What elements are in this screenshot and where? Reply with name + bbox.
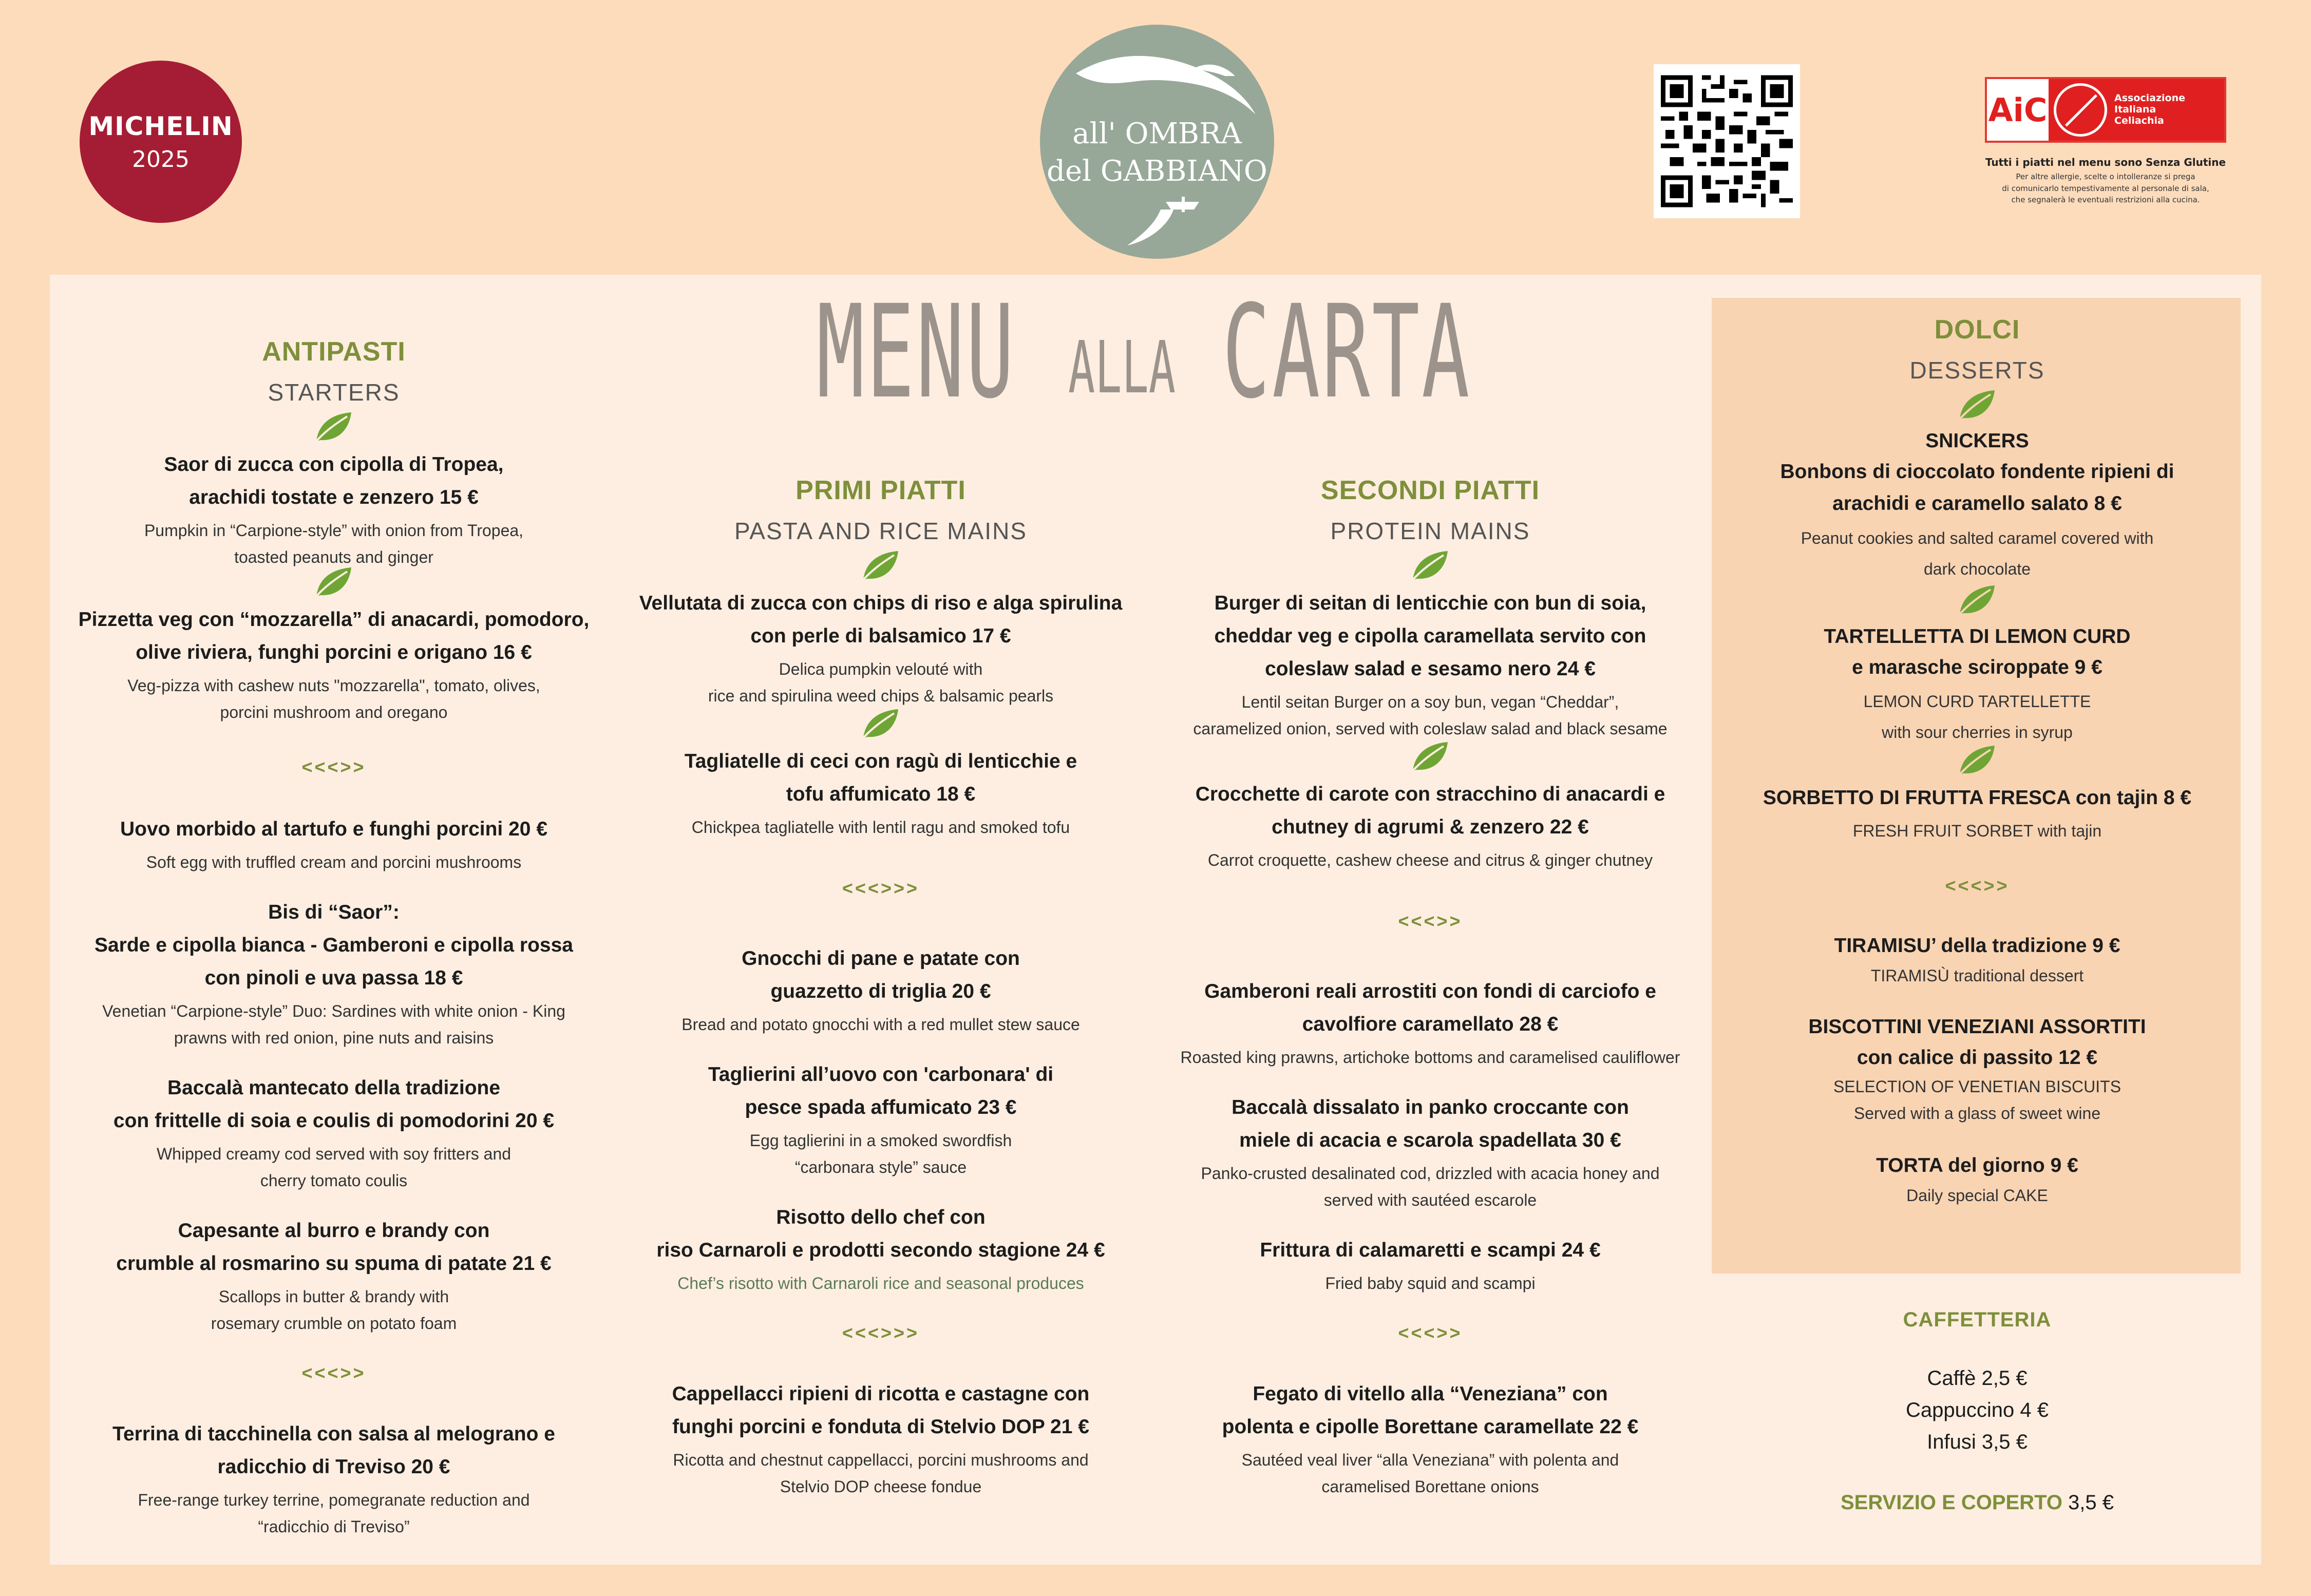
dish-description-line: LEMON CURD TARTELLETTE [1863,692,2091,711]
dish-name-line: chutney di agrumi & zenzero 22 € [1272,816,1589,838]
dish-description-line: Stelvio DOP cheese fondue [780,1477,982,1496]
aic-org-line-2: Italiana [2114,104,2156,116]
dish-name-line: Sarde e cipolla bianca - Gamberoni e cipolla rossa [94,934,573,956]
dish-biscottini [1715,1012,2239,1127]
qr-code-icon[interactable] [1654,64,1800,218]
dish-tagliatelle-ceci [616,745,1145,841]
dish-name-line: Gamberoni reali arrostiti con fondi di carciofo e [1204,980,1656,1002]
gluten-free-note: Tutti i piatti nel menu sono Senza Glutine [1985,156,2226,168]
dish-description-line: caramelised Borettane onions [1321,1477,1539,1496]
logo-line-1: all' OMBRA [1072,117,1242,150]
caffetteria-title: CAFFETTERIA [1903,1308,2052,1331]
section-separator: <<<>> [301,1362,366,1383]
service-charge-label: SERVIZIO E COPERTO [1840,1491,2062,1514]
dish-name-line: con pinoli e uva passa 18 € [204,967,463,989]
dish-name-line: Pizzetta veg con “mozzarella” di anacardi, pomodoro, [78,609,590,631]
dish-bis-saor [56,896,611,1051]
dish-name-line: cavolfiore caramellato 28 € [1302,1013,1559,1035]
dish-name-line: Gnocchi di pane e patate con [742,947,1020,970]
primi-title: PRIMI PIATTI [795,476,966,505]
dish-burger-seitan [1156,587,1705,742]
dish-capesante [56,1214,611,1337]
qr-code-graphic [1661,71,1793,211]
title-word-alla: ALLA [1068,326,1176,410]
dish-name-line: miele di acacia e scarola spadellata 30 € [1239,1129,1621,1151]
dish-name-line: Taglierini all’uovo con 'carbonara' di [708,1063,1054,1086]
section-separator: <<<>> [1398,910,1463,932]
dish-name-line: Risotto dello chef con [776,1206,986,1228]
dish-description-line: Whipped creamy cod served with soy fritters and [156,1145,512,1163]
dish-description-line: dark chocolate [1923,560,2031,578]
dish-name-line: TIRAMISU’ della tradizione 9 € [1834,935,2120,957]
service-charge-price: 3,5 € [2062,1491,2114,1514]
dish-tiramisu [1715,929,2239,989]
primi-subtitle: PASTA AND RICE MAINS [734,518,1027,544]
dish-name-line: Fegato di vitello alla “Veneziana” con [1253,1383,1608,1405]
caffetteria-list [1715,1362,2239,1458]
dish-description-line: TIRAMISÙ traditional dessert [1870,966,2084,985]
michelin-title: MICHELIN [88,111,233,141]
dish-description-line: cherry tomato coulis [260,1171,408,1190]
section-separator: <<<>> [1945,875,2010,896]
dolci-subtitle: DESSERTS [1909,357,2045,384]
allergy-note-line-1: Per altre allergie, scelte o intolleranze si prega [2016,172,2195,181]
dish-name-line: BISCOTTINI VENEZIANI ASSORTITI [1808,1016,2146,1038]
dish-name-line: crumble al rosmarino su spuma di patate 21 € [116,1252,552,1275]
dish-name-line: con frittelle di soia e coulis di pomodorini 20 € [113,1110,555,1132]
dish-uovo-morbido [56,813,611,876]
caffetteria-item: Cappuccino 4 € [1906,1399,2049,1421]
dish-description-line: rice and spirulina weed chips & balsamic pearls [708,687,1054,705]
dish-name-line: arachidi e caramello salato 8 € [1832,492,2122,515]
leaf-icon [860,707,901,741]
secondi-subtitle: PROTEIN MAINS [1330,518,1530,544]
leaf-icon [1410,549,1451,583]
dish-taglierini-carbonara [616,1058,1145,1181]
dish-name-line: coleslaw salad e sesamo nero 24 € [1265,658,1596,680]
aic-org-line-1: Associazione [2114,92,2186,104]
dish-description-line: Pumpkin in “Carpione-style” with onion from Tropea, [144,521,524,540]
dish-snickers [1715,426,2239,584]
dish-name-line: pesce spada affumicato 23 € [745,1096,1017,1118]
dish-description-line: Egg taglierini in a smoked swordfish [749,1131,1012,1150]
dish-name-line: tofu affumicato 18 € [786,783,976,805]
title-word-menu: MENU [817,277,1016,427]
service-charge [1715,1487,2239,1518]
caffetteria-item: Caffè 2,5 € [1927,1367,2028,1390]
dish-description-line: Carrot croquette, cashew cheese and citrus & ginger chutney [1207,851,1653,869]
dish-name-line: Saor di zucca con cipolla di Tropea, [164,453,504,476]
dish-name-line: Baccalà dissalato in panko croccante con [1232,1096,1629,1118]
dish-description-line: Delica pumpkin velouté with [779,660,983,678]
dish-name-line: Vellutata di zucca con chips di riso e alga spirulina [639,592,1123,614]
dish-description-line: Served with a glass of sweet wine [1853,1104,2101,1123]
dish-description-line: “radicchio di Treviso” [258,1517,410,1536]
leaf-icon [860,549,901,583]
dish-tartelletta-lemon [1715,621,2239,748]
dish-description-line: Ricotta and chestnut cappellacci, porcini mushrooms and [673,1451,1089,1469]
dish-description-line: Lentil seitan Burger on a soy bun, vegan “Cheddar”, [1241,693,1619,711]
dish-gnocchi-pane [616,942,1145,1038]
dish-name-line: Tagliatelle di ceci con ragù di lenticchie e [684,750,1077,772]
dish-baccala-panko [1156,1091,1705,1213]
dish-name-line: Crocchette di carote con stracchino di anacardi e [1195,783,1665,805]
dish-pizzetta-veg [56,603,611,726]
dish-name-line: Bis di “Saor”: [268,901,400,923]
aic-logo-text: AiC [1987,79,2049,141]
section-separator: <<<>> [301,756,366,777]
dish-sorbetto [1715,782,2239,844]
dish-risotto-chef [616,1201,1145,1297]
dish-name-line: radicchio di Treviso 20 € [217,1456,450,1478]
aic-gluten-free-badge [1982,77,2229,206]
dish-name-line: con perle di balsamico 17 € [750,625,1011,647]
dish-description-line: Fried baby squid and scampi [1325,1274,1536,1293]
dish-description-line: Soft egg with truffled cream and porcini mushrooms [146,853,522,871]
dish-name-line: con calice di passito 12 € [1857,1047,2098,1069]
dish-description-line: Free-range turkey terrine, pomegranate reduction and [138,1491,530,1509]
primi-column [616,475,1145,1500]
dish-name-line: Burger di seitan di lenticchie con bun di soia, [1214,592,1646,614]
antipasti-subtitle: STARTERS [268,379,400,406]
dish-description-line: Scallops in butter & brandy with [218,1287,449,1306]
dolci-column [1715,314,2239,1209]
dish-name-line: arachidi tostate e zenzero 15 € [189,486,479,508]
dish-description-line: FRESH FRUIT SORBET with tajin [1852,822,2102,840]
dish-frittura [1156,1234,1705,1297]
aic-org-line-3: Celiachia [2114,115,2164,126]
dish-description-line: Chickpea tagliatelle with lentil ragu and smoked tofu [691,818,1070,837]
secondi-title: SECONDI PIATTI [1320,476,1540,505]
restaurant-logo [1040,25,1274,259]
allergy-note-line-3: che segnalerà le eventuali restrizioni alla cucina. [2011,195,2200,204]
allergy-note-line-2: di comunicarlo tempestivamente al personale di sala, [2002,183,2209,193]
dish-name-line: cheddar veg e cipolla caramellata servito con [1214,625,1646,647]
logo-line-2: del GABBIANO [1047,155,1267,188]
dish-gamberoni-reali [1156,975,1705,1071]
dish-description-line: caramelized onion, served with coleslaw salad and black sesame [1193,719,1668,738]
gluten-free-icon [2054,83,2107,137]
dish-torta-giorno [1715,1149,2239,1209]
dish-description-line: SELECTION OF VENETIAN BISCUITS [1833,1077,2121,1096]
dish-name-line: e marasche sciroppate 9 € [1852,656,2102,678]
page-title [770,277,1541,427]
section-separator: <<<>>> [842,878,920,899]
dish-description-line: with sour cherries in syrup [1882,723,2073,742]
dish-vellutata-zucca [616,587,1145,709]
dish-cappellacci [616,1378,1145,1500]
dish-name-line: olive riviera, funghi porcini e origano 16 € [136,641,532,663]
dish-description-line: Sautéed veal liver “alla Veneziana” with polenta and [1241,1451,1619,1469]
dish-name-line: funghi porcini e fonduta di Stelvio DOP 21 € [672,1416,1089,1438]
michelin-year: 2025 [132,146,190,173]
dish-name-line: Cappellacci ripieni di ricotta e castagne con [672,1383,1090,1405]
aic-logo [1985,77,2226,143]
antipasti-title: ANTIPASTI [262,337,406,367]
dish-name-line: Terrina di tacchinella con salsa al melograno e [112,1423,555,1445]
dish-description-line: Veg-pizza with cashew nuts "mozzarella", tomato, olives, [127,676,540,695]
leaf-icon [1957,388,1998,422]
dish-description-line: served with sautéed escarole [1323,1191,1537,1209]
dish-name-line: Bonbons di cioccolato fondente ripieni di [1780,461,2174,483]
leaf-icon [1957,583,1998,617]
dish-description-line: Venetian “Carpione-style” Duo: Sardines with white onion - King [102,1002,565,1020]
dish-description-line: Daily special CAKE [1906,1186,2048,1205]
caffetteria-item: Infusi 3,5 € [1927,1431,2028,1453]
antipasti-column [56,336,611,1540]
title-word-carta: CARTA [1222,277,1472,427]
dish-description-line: prawns with red onion, pine nuts and raisins [174,1029,494,1047]
dish-description-line: rosemary crumble on potato foam [211,1314,457,1333]
dish-name-line: Frittura di calamaretti e scampi 24 € [1260,1239,1601,1261]
dish-name-line: Capesante al burro e brandy con [178,1220,490,1242]
leaf-icon [313,410,354,444]
dish-description-line: “carbonara style” sauce [794,1158,967,1176]
dish-name-line: guazzetto di triglia 20 € [770,980,991,1002]
michelin-badge [80,61,242,223]
dish-name-line: SNICKERS [1925,430,2029,452]
section-separator: <<<>>> [842,1322,920,1343]
aic-org-name [2114,93,2185,127]
dish-name-line: Uovo morbido al tartufo e funghi porcini 20 € [120,818,548,840]
dish-crocchette-carote [1156,778,1705,873]
dish-name-line: Baccalà mantecato della tradizione [167,1077,501,1099]
dish-fegato-veneziana [1156,1378,1705,1500]
secondi-column [1156,475,1705,1500]
dolci-title: DOLCI [1934,315,2020,345]
dish-baccala-mantecato [56,1072,611,1194]
dish-description-line: Roasted king prawns, artichoke bottoms and caramelised cauliflower [1180,1048,1680,1067]
dish-name-line: TARTELLETTA DI LEMON CURD [1824,625,2131,648]
dish-saor-zucca [56,448,611,571]
section-separator: <<<>> [1398,1322,1463,1343]
dish-description-line: Peanut cookies and salted caramel covered with [1801,529,2154,547]
dish-terrina-tacchinella [56,1418,611,1540]
caffetteria-section [1715,1308,2239,1518]
dish-description-line: Chef’s risotto with Carnaroli rice and seasonal produces [677,1274,1084,1293]
dish-description-line: toasted peanuts and ginger [234,548,433,566]
allergy-note [1982,171,2229,206]
dish-description-line: porcini mushroom and oregano [220,703,448,721]
dish-name-line: riso Carnaroli e prodotti secondo stagione 24 € [656,1239,1105,1261]
dish-description-line: Bread and potato gnocchi with a red mullet stew sauce [681,1015,1080,1034]
leaf-icon [1957,744,1998,777]
leaf-icon [1410,740,1451,774]
aic-logo-band [2049,79,2224,141]
dish-description-line: Panko-crusted desalinated cod, drizzled with acacia honey and [1201,1164,1660,1183]
dish-name-line: TORTA del giorno 9 € [1876,1154,2078,1176]
dish-name-line: polenta e cipolle Borettane caramellate 22 € [1222,1416,1639,1438]
dish-name-line: SORBETTO DI FRUTTA FRESCA con tajin 8 € [1763,787,2192,809]
